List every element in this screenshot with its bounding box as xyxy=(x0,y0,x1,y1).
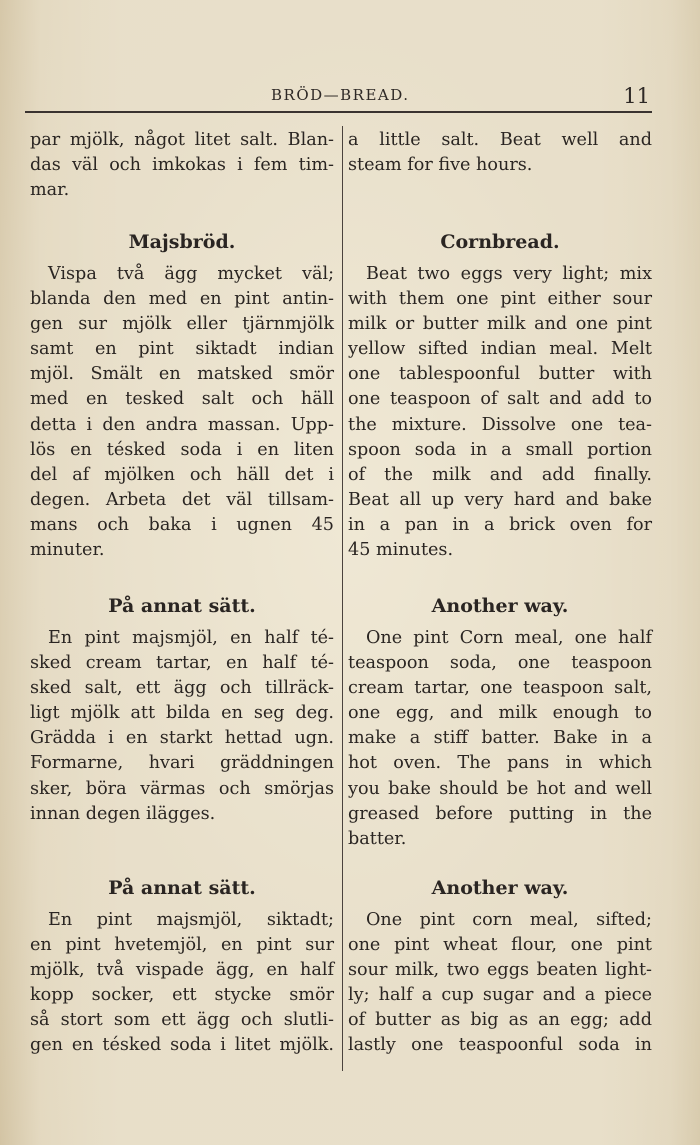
text-line: One pint Corn meal, one half xyxy=(366,628,652,648)
text-line: mar. xyxy=(30,180,70,201)
text-line: mjölk, två vispade ägg, en half xyxy=(30,960,334,981)
text-line: 45 minutes. xyxy=(348,540,454,561)
text-line: make a stiff batter. Bake in a xyxy=(348,728,652,749)
text-line: sour milk, two eggs beaten light- xyxy=(348,960,652,981)
text-line: the mixture. Dissolve one tea- xyxy=(348,414,652,435)
text-line: En pint majsmjöl, en half té- xyxy=(48,628,334,648)
text-line: batter. xyxy=(348,828,407,849)
text-line: sker, böra värmas och smörjas xyxy=(30,778,334,799)
text-line: detta i den andra massan. Upp- xyxy=(30,414,334,435)
text-line: with them one pint either sour xyxy=(348,289,652,310)
left-section-majsbrod-body xyxy=(30,262,334,563)
right-section-another-1 xyxy=(348,594,652,619)
text-line: minuter. xyxy=(30,540,105,561)
section-heading: Cornbread. xyxy=(440,231,560,253)
text-line: milk or butter milk and one pint xyxy=(348,314,652,335)
text-line: teaspoon soda, one teaspoon xyxy=(348,653,652,674)
section-heading: På annat sätt. xyxy=(108,877,256,899)
text-line: En pint majsmjöl, siktadt; xyxy=(48,910,334,930)
left-section-majsbrod xyxy=(30,230,334,255)
text-line: gen en tésked soda i litet mjölk. xyxy=(30,1035,334,1056)
text-line: spoon soda in a small portion xyxy=(348,439,652,460)
text-line: degen. Arbeta det väl tillsam- xyxy=(30,489,334,510)
text-line: med en tesked salt och häll xyxy=(30,389,334,410)
running-title: BRÖD—BREAD. xyxy=(271,86,410,104)
text-line: in a pan in a brick oven for xyxy=(348,514,652,535)
right-section-cornbread-body xyxy=(348,262,652,563)
text-line: one tablespoonful butter with xyxy=(348,364,652,385)
section-heading: Another way. xyxy=(431,595,569,617)
left-section-annat-1 xyxy=(30,594,334,619)
text-line: hot oven. The pans in which xyxy=(348,753,652,774)
text-line: en pint hvetemjöl, en pint sur xyxy=(30,935,334,956)
right-section-another-2 xyxy=(348,876,652,901)
text-line: innan degen ilägges. xyxy=(30,803,216,824)
text-line: Formarne, hvari gräddningen xyxy=(30,753,334,774)
text-line: sked salt, ett ägg och tillräck- xyxy=(30,678,334,699)
section-heading: Another way. xyxy=(431,877,569,899)
text-line: das väl och imkokas i fem tim- xyxy=(30,155,334,176)
right-section-another-2-body xyxy=(348,908,652,1059)
text-line: lös en tésked soda i en liten xyxy=(30,439,334,460)
text-line: of the milk and add finally. xyxy=(348,464,652,485)
text-line: one pint wheat flour, one pint xyxy=(348,935,652,956)
text-line: you bake should be hot and well xyxy=(348,778,652,799)
section-heading: På annat sätt. xyxy=(108,595,256,617)
column-divider xyxy=(342,126,343,1071)
page-number: 11 xyxy=(623,84,650,108)
section-heading: Majsbröd. xyxy=(128,231,236,253)
left-section-annat-2-body xyxy=(30,908,334,1059)
text-line: Vispa två ägg mycket väl; xyxy=(48,264,334,284)
text-line: blanda den med en pint antin- xyxy=(30,289,334,310)
text-line: gen sur mjölk eller tjärnmjölk xyxy=(30,314,334,335)
text-line: Grädda i en starkt hettad ugn. xyxy=(30,728,334,749)
header-rule xyxy=(25,111,652,113)
text-line: one teaspoon of salt and add to xyxy=(348,389,652,410)
text-line: greased before putting in the xyxy=(348,803,652,824)
right-intro xyxy=(348,128,652,178)
text-line: one egg, and milk enough to xyxy=(348,703,652,724)
text-line: a little salt. Beat well and xyxy=(348,130,652,150)
right-section-another-1-body xyxy=(348,626,652,852)
text-line: One pint corn meal, sifted; xyxy=(366,910,652,930)
right-section-cornbread xyxy=(348,230,652,255)
left-section-annat-2 xyxy=(30,876,334,901)
text-line: Beat all up very hard and bake xyxy=(348,489,652,510)
text-line: ligt mjölk att bilda en seg deg. xyxy=(30,703,334,724)
text-line: steam for five hours. xyxy=(348,155,533,176)
running-header xyxy=(20,84,680,112)
text-line: kopp socker, ett stycke smör xyxy=(30,985,334,1006)
text-line: par mjölk, något litet salt. Blan- xyxy=(30,130,334,150)
text-line: Beat two eggs very light; mix xyxy=(366,264,652,284)
left-section-annat-1-body xyxy=(30,626,334,827)
text-line: lastly one teaspoonful soda in xyxy=(348,1035,652,1056)
text-line: sked cream tartar, en half té- xyxy=(30,653,334,674)
text-line: del af mjölken och häll det i xyxy=(30,464,334,485)
text-line: samt en pint siktadt indian xyxy=(30,339,334,360)
text-line: yellow sifted indian meal. Melt xyxy=(348,339,652,360)
text-line: så stort som ett ägg och slutli- xyxy=(30,1010,334,1031)
text-line: of butter as big as an egg; add xyxy=(348,1010,652,1031)
left-intro xyxy=(30,128,334,203)
text-line: mans och baka i ugnen 45 xyxy=(30,514,334,535)
text-line: cream tartar, one teaspoon salt, xyxy=(348,678,652,699)
text-line: ly; half a cup sugar and a piece xyxy=(348,985,652,1006)
text-line: mjöl. Smält en matsked smör xyxy=(30,364,334,385)
